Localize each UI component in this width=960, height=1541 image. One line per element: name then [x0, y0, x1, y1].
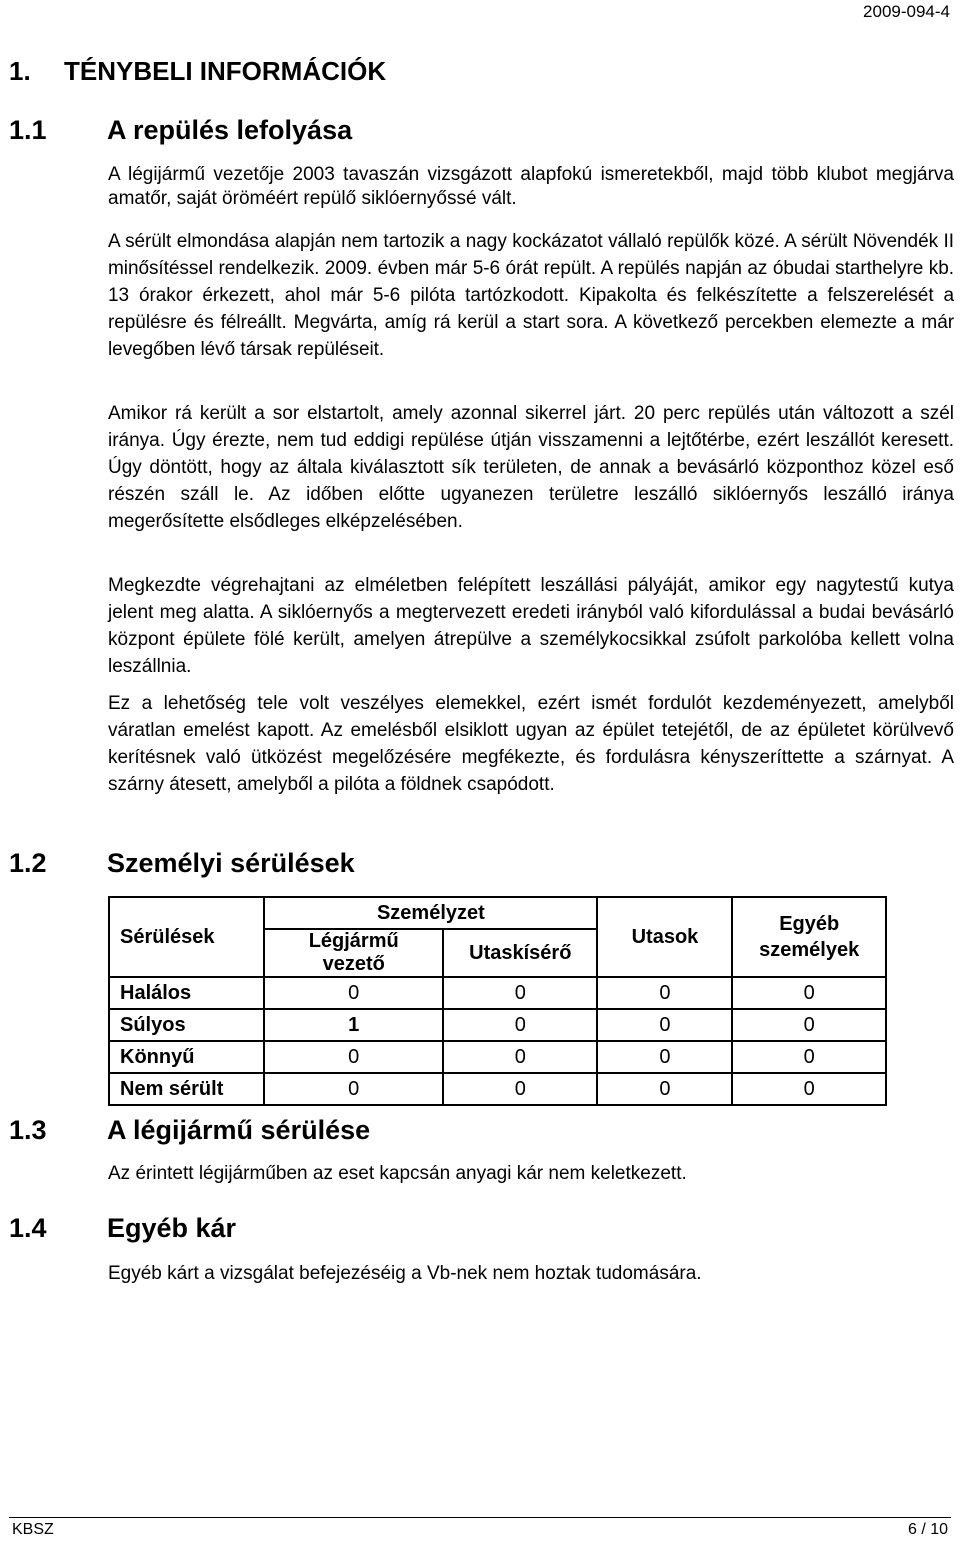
section-title: A légijármű sérülése — [107, 1115, 371, 1145]
section-title: Személyi sérülések — [107, 848, 355, 878]
row-label: Nem sérült — [109, 1073, 264, 1105]
table-cell: 0 — [264, 1073, 443, 1105]
footer-divider — [9, 1517, 951, 1518]
table-row — [109, 977, 886, 1009]
paragraph-pilot-background: A légijármű vezetője 2003 tavaszán vizsgázott alapfokú ismeretekből, majd több klubot megjárva amatőr, saját öröméért repülő siklóernyőssé vált. — [108, 164, 954, 209]
paragraph-landing-approach: Megkezdte végrehajtani az elméletben felépített leszállási pályáját, amikor egy nagytestű kutya jelent meg alatta. A siklóernyős a megtervezett eredeti irányból való kifordulással a budai bevásárló központ épülete fölé került, amelyen átrepülve a személykocsikkal zsúfolt parkolóba kellett volna leszállnia. — [108, 575, 954, 677]
table-cell: 0 — [264, 977, 443, 1009]
table-cell: 1 — [264, 1009, 443, 1041]
section-1-3-heading — [9, 1115, 370, 1146]
paragraph-pilot-experience: A sérült elmondása alapján nem tartozik a nagy kockázatot vállaló repülők közé. A sérült Növendék II minősítéssel rendelkezik. 2009. évben már 5-6 órát repült. A repülés napján az óbudai starthelyre kb. 13 órakor érkezett, ahol már 5-6 pilóta tartózkodott. Kipakolta és felkészítette a felszerelését a repülésre és félreállt. Megvárta, amíg rá kerül a start sora. A következő percekben elemezte a már levegőben lévő társak repüléseit. — [108, 231, 954, 360]
section-title: A repülés lefolyása — [107, 115, 353, 145]
table-cell: 0 — [732, 977, 886, 1009]
table-row — [109, 1009, 886, 1041]
table-row — [109, 1073, 886, 1105]
paragraph-aircraft-damage: Az érintett légijárműben az eset kapcsán anyagi kár nem keletkezett. — [108, 1163, 687, 1184]
section-title: TÉNYBELI INFORMÁCIÓK — [64, 56, 387, 86]
section-number: 1.1 — [9, 115, 47, 145]
section-1-1-heading — [9, 115, 352, 146]
section-number: 1. — [9, 56, 31, 86]
section-1-2-heading — [9, 848, 355, 879]
footer-organization: KBSZ — [12, 1521, 54, 1538]
table-cell: 0 — [732, 1041, 886, 1073]
document-id: 2009-094-4 — [863, 2, 950, 21]
header-attendant: Utaskísérő — [443, 929, 597, 977]
header-pilot: Légjármű vezető — [264, 929, 443, 977]
table-cell: 0 — [443, 1009, 597, 1041]
paragraph-other-damage: Egyéb kárt a vizsgálat befejezéséig a Vb-nek nem hoztak tudomására. — [108, 1263, 702, 1284]
table-cell: 0 — [443, 1073, 597, 1105]
page-number: 6 / 10 — [907, 1521, 948, 1538]
row-label: Halálos — [109, 977, 264, 1009]
table-cell: 0 — [443, 1041, 597, 1073]
row-label: Súlyos — [109, 1009, 264, 1041]
section-number: 1.3 — [9, 1115, 47, 1145]
paragraph-accident: Ez a lehetőség tele volt veszélyes elemekkel, ezért ismét fordulót kezdeményezett, amelyből váratlan emelést kapott. Az emelésből elsiklott ugyan az épület tetejétől, de az épületet körülvevő kerítésnek való ütközést megelőzésére megfékezte, és fordulásra kényszeríttette a szárnyat. A szárny átesett, amelyből a pilóta a földnek csapódott. — [108, 693, 954, 795]
paragraph-flight-start: Amikor rá került a sor elstartolt, amely azonnal sikerrel járt. 20 perc repülés után változott a szél iránya. Úgy érezte, nem tud eddigi repülése útján visszamenni a lejtőtérbe, ezért leszállót keresett. Úgy döntött, hogy az általa kiválasztott sík területen, de annak a bevásárló központhoz közel eső részén száll le. Az időben előtte ugyanezen területre leszálló siklóernyős leszálló iránya megerősítette elsődleges elképzelésében. — [108, 403, 954, 532]
table-cell: 0 — [443, 977, 597, 1009]
injuries-table — [108, 896, 887, 1106]
table-cell: 0 — [597, 977, 732, 1009]
table-cell: 0 — [597, 1009, 732, 1041]
header-crew: Személyzet — [264, 897, 597, 929]
table-row — [109, 1041, 886, 1073]
section-title: Egyéb kár — [107, 1213, 237, 1243]
header-other-persons: Egyéb személyek — [732, 897, 886, 977]
table-cell: 0 — [597, 1073, 732, 1105]
section-number: 1.4 — [9, 1213, 47, 1243]
section-number: 1.2 — [9, 848, 47, 878]
section-1-heading — [9, 56, 386, 87]
table-cell: 0 — [732, 1073, 886, 1105]
table-cell: 0 — [264, 1041, 443, 1073]
section-1-4-heading — [9, 1213, 236, 1244]
table-cell: 0 — [732, 1009, 886, 1041]
row-label: Könnyű — [109, 1041, 264, 1073]
header-injuries: Sérülések — [109, 897, 264, 977]
header-passengers: Utasok — [597, 897, 732, 977]
table-cell: 0 — [597, 1041, 732, 1073]
